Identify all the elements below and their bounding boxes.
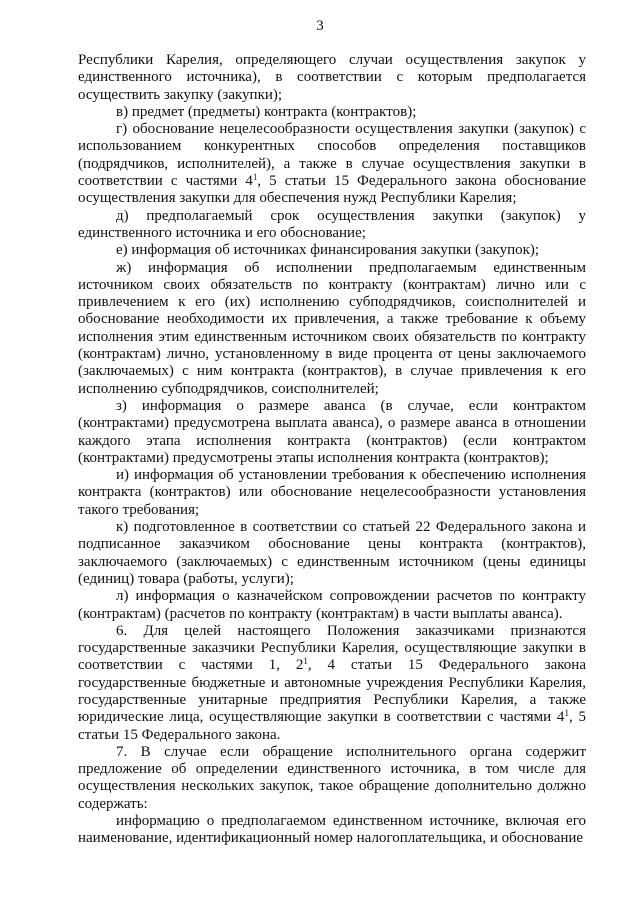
superscript-one: 1 — [303, 656, 308, 667]
document-body — [78, 52, 586, 848]
paragraph-item-d: д) предполагаемый срок осуществления закупки (закупок) у единственного источника и его обоснование; — [78, 207, 586, 241]
paragraph-item-i: и) информация об установлении требования к обеспечению исполнения контракта (контрактов) или обоснование нецелесообразности установления такого требования; — [78, 467, 586, 518]
paragraph-item-v: в) предмет (предметы) контракта (контрактов); — [116, 103, 417, 120]
paragraph-section-7: 7. В случае если обращение исполнительного органа содержит предложение об определении единственного источника, в том числе для осуществления нескольких закупок, такое обращение дополнительно должно содержать: — [78, 743, 586, 812]
paragraph-item-l: л) информация о казначейском сопровождении расчетов по контракту (контрактам) (расчетов по контракту (контрактам) в части выплаты аванса). — [78, 588, 586, 622]
paragraph-item-zh: ж) информация об исполнении предполагаемым единственным источником своих обязательств по контракту (контрактам) лично или с привлечением к его (их) исполнению субподрядчиков, соисполнителей и обоснование необходимости их привлечения, а также требование к объему исполнения этим единственным источником своих обязательств по контракту (контрактам) лично, установленному в виде процента от цены заключаемого (заключаемых) с ним контракта (контрактов), в случае привлечения к его исполнению субподрядчиков, соисполнителей; — [78, 259, 586, 397]
paragraph-item-e: е) информация об источниках финансирования закупки (закупок); — [116, 242, 540, 259]
superscript-one: 1 — [252, 172, 258, 183]
paragraph-item-z: з) информация о размере аванса (в случае, если контрактом (контрактами) предусмотрена выплата аванса), о размере аванса в отношении каждого этапа исполнения контракта (контрактов) (если контрактом (контрактами) предусмотрены этапы исполнения контракта (контрактов); — [78, 397, 586, 466]
paragraph-section-7-continuation: информацию о предполагаемом единственном источнике, включая его наименование, идентификационный номер налогоплательщика, и обоснование — [78, 813, 586, 847]
page-number: 3 — [316, 18, 324, 34]
paragraph-continuation: Республики Карелия, определяющего случаи осуществления закупок у единственного источника), в соответствии с которым предполагается осуществить закупку (закупки); — [78, 52, 586, 103]
paragraph-item-k: к) подготовленное в соответствии со статьей 22 Федерального закона и подписанное заказчиком обоснование цены контракта (контрактов), заключаемого (заключаемых) с единственным источником (цены единицы (единиц) товара (работы, услуги); — [78, 519, 586, 587]
superscript-one: 1 — [564, 708, 569, 719]
paragraph-item-g: г) обоснование нецелесообразности осуществления закупки (закупок) с использованием конкурентных способов определения поставщиков (подрядчиков, исполнителей), а также в случае осуществления закупки в соответствии с частями $4^1$, 5 статьи 15 Федерального закона обоснование осуществления закупки для обеспечения нужд Республики Карелия; — [78, 121, 586, 207]
paragraph-section-6: 6. Для целей настоящего Положения заказчиками признаются государственные заказчики Республики Карелия, осуществляющие закупки в соответствии с частями 1, $2^1$, 4 статьи 15 Федерального закона государственные бюджетные и автономные учреждения Республики Карелия, государственные унитарные предприятия Республики Карелия, а также юридические лица, осуществляющие закупки в соответствии с частями $4^1$, 5 статьи 15 Федерального закона. — [78, 622, 586, 743]
